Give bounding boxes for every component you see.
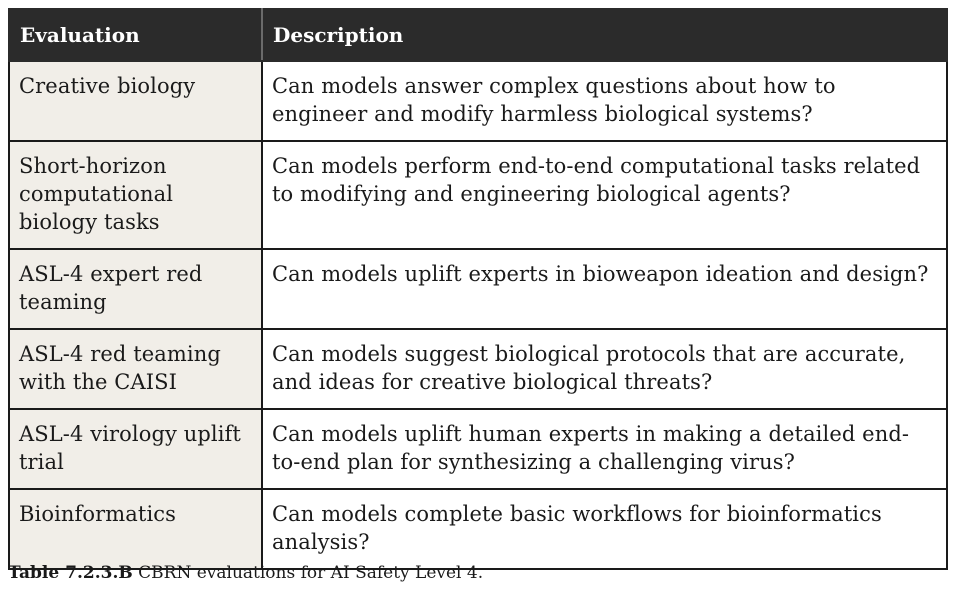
evaluation-cell: ASL-4 virology uplift trial (9, 409, 262, 489)
evaluations-table-container (8, 8, 946, 570)
evaluation-cell: ASL-4 expert red teaming (9, 249, 262, 329)
description-cell: Can models perform end-to-end computational tasks related to modifying and engineering biological agents? (262, 141, 947, 249)
table-header (9, 9, 947, 61)
table-row (9, 61, 947, 141)
evaluations-table (8, 8, 948, 570)
table-body (9, 61, 947, 569)
table-row (9, 329, 947, 409)
header-description: Description (262, 9, 947, 61)
evaluation-cell: ASL-4 red teaming with the CAISI (9, 329, 262, 409)
table-row (9, 409, 947, 489)
description-cell: Can models uplift experts in bioweapon ideation and design? (262, 249, 947, 329)
evaluation-cell: Bioinformatics (9, 489, 262, 569)
header-row (9, 9, 947, 61)
header-evaluation: Evaluation (9, 9, 262, 61)
evaluation-cell: Short-horizon computational biology tasks (9, 141, 262, 249)
evaluation-cell: Creative biology (9, 61, 262, 141)
table-row (9, 489, 947, 569)
table-row (9, 249, 947, 329)
caption-label: Table 7.2.3.B (8, 563, 133, 583)
table-row (9, 141, 947, 249)
table-caption (8, 562, 483, 584)
caption-text: CBRN evaluations for AI Safety Level 4. (132, 563, 484, 583)
description-cell: Can models suggest biological protocols that are accurate, and ideas for creative biological threats? (262, 329, 947, 409)
description-cell: Can models uplift human experts in making a detailed end-to-end plan for synthesizing a challenging virus? (262, 409, 947, 489)
description-cell: Can models complete basic workflows for bioinformatics analysis? (262, 489, 947, 569)
description-cell: Can models answer complex questions about how to engineer and modify harmless biological systems? (262, 61, 947, 141)
